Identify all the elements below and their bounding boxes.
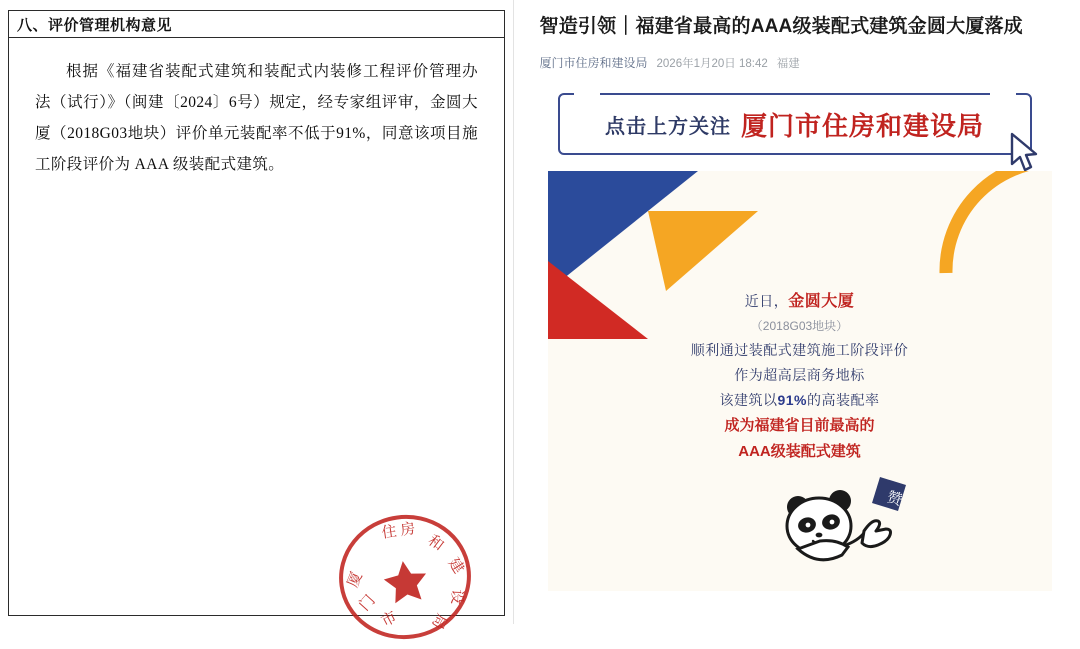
poster-line-rate: [548, 388, 1052, 413]
poster-line-lead-strong: 金圆大厦: [788, 293, 854, 310]
follow-banner[interactable]: [558, 93, 1032, 155]
svg-text:门: 门: [356, 592, 379, 615]
article-account-name[interactable]: 厦门市住房和建设局: [540, 54, 648, 71]
article-title: 智造引领｜福建省最高的AAA级装配式建筑金圆大厦落成: [540, 14, 1059, 40]
svg-text:市: 市: [379, 608, 400, 630]
poster-line-rate-before: 该建筑以: [719, 392, 777, 408]
follow-banner-prompt: 点击上方关注: [605, 110, 731, 139]
article-meta: [540, 54, 1059, 71]
svg-text:和: 和: [425, 532, 447, 555]
poster-line-evaluation: 顺利通过装配式建筑施工阶段评价: [548, 338, 1052, 363]
mouse-cursor-icon: [1008, 131, 1042, 175]
document-paragraph: 根据《福建省装配式建筑和装配式内装修工程评价管理办法（试行）》（闽建〔2024〕6号）规定，经专家组评审，金圆大厦（2018G03地块）评价单元装配率不低于91%，同意该项目施工阶段评价为 AAA 级装配式建筑。: [35, 56, 478, 180]
poster-line-plot: （2018G03地块）: [548, 314, 1052, 338]
poster-line-highest: 成为福建省目前最高的: [548, 413, 1052, 439]
article-poster: [548, 171, 1052, 591]
official-seal-icon: [333, 505, 477, 649]
svg-text:设: 设: [448, 589, 466, 605]
article-timestamp: 2026年1月20日 18:42: [657, 55, 768, 71]
article-location: 福建: [777, 55, 800, 71]
document-section-title: 八、评价管理机构意见: [8, 10, 505, 38]
poster-line-rate-after: 的高装配率: [807, 392, 880, 408]
article-pane: [518, 0, 1080, 624]
panda-thumbs-up-icon: [768, 471, 918, 581]
follow-banner-account: 厦门市住房和建设局: [741, 106, 984, 143]
svg-text:赞: 赞: [884, 488, 905, 510]
poster-line-grade: AAA级装配式建筑: [548, 439, 1052, 465]
poster-shape-arc: [932, 171, 1052, 286]
svg-text:局: 局: [428, 611, 450, 632]
poster-text-block: [548, 289, 1052, 465]
document-pane: [0, 0, 513, 624]
poster-line-lead-prefix: 近日，: [745, 293, 789, 309]
svg-text:住 房: 住 房: [381, 520, 417, 542]
poster-line-lead: [548, 289, 1052, 314]
svg-text:建: 建: [445, 555, 467, 577]
svg-text:厦: 厦: [344, 570, 365, 590]
poster-line-landmark: 作为超高层商务地标: [548, 363, 1052, 388]
poster-line-rate-value: 91%: [777, 392, 807, 408]
